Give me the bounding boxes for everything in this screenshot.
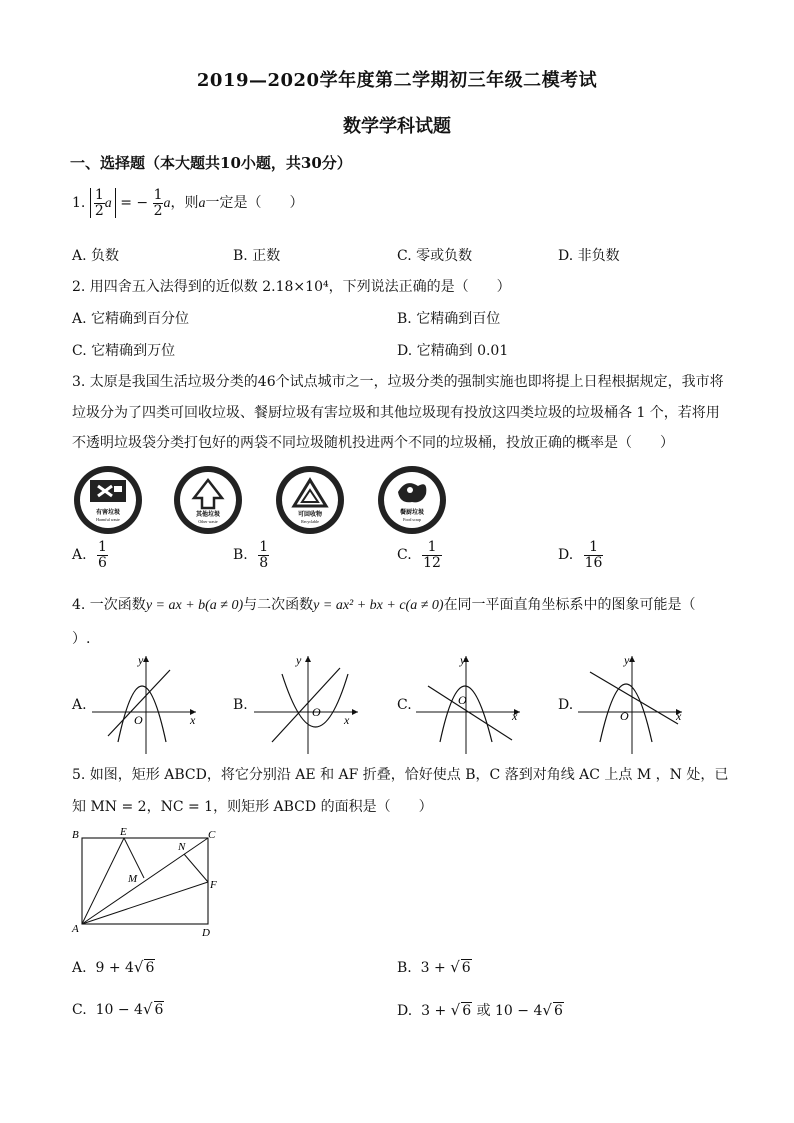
q3-a-num: 1: [98, 539, 107, 555]
q4c-origin: O: [458, 693, 467, 707]
q1-tail: ，则: [170, 195, 199, 212]
q2-option-b[interactable]: B. 它精确到百位: [397, 311, 501, 327]
question-3-line-2: 垃圾分为了四类可回收垃圾、餐厨垃圾有害垃圾和其他垃圾现有投放这四类垃圾的垃圾桶各 1 个，若将用: [72, 405, 720, 421]
q2-option-c[interactable]: C. 它精确到万位: [72, 343, 176, 359]
question-1: [72, 188, 303, 218]
q2-option-d[interactable]: D. 它精确到 0.01: [397, 343, 509, 359]
point-d: D: [202, 927, 210, 938]
q5-c-pre: 10 − 4: [95, 1002, 143, 1018]
q5-d-pre: 3 +: [421, 1003, 451, 1019]
q5-d-mid: 或 10 − 4: [472, 1003, 543, 1019]
q1-option-b[interactable]: B. 正数: [233, 248, 281, 264]
question-3-line-3: 不透明垃圾袋分类打包好的两袋不同垃圾随机投进两个不同的垃圾桶，投放正确的概率是（ ）: [72, 435, 674, 451]
q1-option-a[interactable]: A. 负数: [72, 248, 120, 264]
q4-option-b[interactable]: B.: [233, 697, 248, 713]
q3-option-c-letter: C.: [397, 547, 412, 564]
q3-option-a[interactable]: [72, 540, 108, 570]
q4-option-c[interactable]: C.: [397, 697, 412, 713]
icon-2-sub: Other waste: [198, 519, 218, 524]
q4d-y-label: y: [624, 653, 630, 667]
q4-text-a: 4. 一次函数: [72, 597, 146, 613]
point-m: M: [128, 873, 138, 885]
q3-d-den: 16: [584, 554, 603, 571]
q4c-x-label: x: [512, 709, 518, 723]
q3-option-d-letter: D.: [558, 547, 574, 564]
q5-b-pre: 3 +: [420, 960, 451, 976]
q1-var-a: a: [104, 196, 112, 212]
q4-expr-linear: y = ax + b(a ≠ 0): [145, 598, 244, 613]
icon-3-label: 可回收物: [297, 512, 323, 518]
q1-frac-num: 1: [94, 187, 104, 203]
q1-var-a-3: a: [198, 196, 206, 212]
food-scrap-icon: [378, 466, 446, 534]
icon-3-sub: Recyclable: [301, 519, 319, 524]
q1-fraction: [94, 188, 105, 218]
q1-absolute-value: [90, 188, 116, 218]
q4-graph-d: [574, 650, 694, 760]
point-c: C: [208, 829, 216, 841]
q4a-origin: O: [134, 713, 143, 727]
q5-c-radicand: 6: [154, 1002, 164, 1018]
icon-4-label: 餐厨垃圾: [399, 510, 425, 516]
point-b: B: [72, 829, 79, 841]
q5-d-radicand-2: 6: [553, 1003, 563, 1019]
q1-equals: = −: [120, 195, 149, 212]
q3-b-den: 8: [259, 554, 269, 571]
q5-c-letter: C.: [72, 1002, 87, 1018]
q1-frac2-num: 1: [153, 187, 163, 203]
q4-graph-a: [88, 650, 208, 760]
harmful-waste-icon: [74, 466, 142, 534]
q5-d-radicand: 6: [462, 1003, 472, 1019]
question-4-line-2: ）.: [72, 631, 91, 647]
q5-b-letter: B.: [397, 960, 412, 976]
q4a-x-label: x: [190, 713, 196, 727]
point-n: N: [178, 841, 186, 853]
q4d-origin: O: [620, 709, 629, 723]
q1-var-a-2: a: [163, 196, 171, 212]
q3-d-num: 1: [584, 540, 604, 556]
q5-option-d[interactable]: D. 3 + √ 6 或 10 − 4√ 6: [397, 1001, 563, 1019]
point-e: E: [120, 826, 127, 838]
icon-1-label: 有害垃圾: [95, 510, 121, 516]
q5-a-pre: 9 + 4: [95, 960, 134, 976]
q5-b-radicand: 6: [461, 960, 471, 976]
q4-option-a[interactable]: A.: [72, 697, 87, 713]
q5-option-a[interactable]: A. 9 + 4√ 6: [72, 958, 155, 976]
q4-option-d[interactable]: D.: [558, 697, 574, 713]
q3-option-d[interactable]: [558, 540, 603, 570]
recyclable-icon: [276, 466, 344, 534]
q4d-x-label: x: [676, 709, 682, 723]
q4-expr-quadratic: y = ax² + bx + c(a ≠ 0): [313, 598, 444, 613]
q5-a-letter: A.: [72, 960, 87, 976]
icon-4-sub: Food scrap: [403, 517, 421, 522]
q3-c-num: 1: [422, 540, 442, 556]
q3-b-num: 1: [259, 539, 269, 555]
q1-frac-den: 2: [94, 202, 104, 219]
q4-text-b: 与二次函数: [243, 597, 314, 613]
point-f: F: [210, 879, 217, 891]
q1-frac2-den: 2: [153, 202, 163, 219]
q4-text-c: 在同一平面直角坐标系中的图象可能是（: [443, 597, 696, 613]
q3-option-b-letter: B.: [233, 547, 248, 564]
rectangle-fold-figure: [68, 826, 228, 938]
question-3-line-1: 3. 太原是我国生活垃圾分类的46个试点城市之一，垃圾分类的强制实施也即将提上日程根据规定，我市将: [72, 374, 724, 390]
exam-subtitle: 数学学科试题: [343, 116, 451, 137]
question-2: 2. 用四舍五入法得到的近似数 2.18×10⁴，下列说法正确的是（ ）: [72, 279, 511, 295]
section-heading: 一、选择题（本大题共10小题，共30分）: [70, 154, 352, 172]
q4c-y-label: y: [460, 653, 466, 667]
q4a-y-label: y: [138, 653, 144, 667]
question-5-line-2: 知 MN = 2，NC = 1，则矩形 ABCD 的面积是（ ）: [72, 799, 433, 815]
q1-fraction-2: [153, 188, 164, 218]
q3-option-b[interactable]: [233, 540, 269, 570]
q4b-origin: O: [312, 705, 321, 719]
other-waste-icon: [174, 466, 242, 534]
icon-2-label: 其他垃圾: [195, 512, 221, 518]
q3-option-a-letter: A.: [72, 547, 87, 564]
q4b-x-label: x: [344, 713, 350, 727]
q1-option-d[interactable]: D. 非负数: [558, 248, 620, 264]
icon-1-sub: Harmful waste: [96, 517, 120, 522]
garbage-bin-icons: [70, 462, 460, 538]
q3-option-c[interactable]: [397, 540, 442, 570]
q4b-y-label: y: [296, 653, 302, 667]
q3-c-den: 12: [423, 554, 441, 571]
q4-graph-c: [412, 650, 532, 760]
q1-option-c[interactable]: C. 零或负数: [397, 248, 473, 264]
q1-number: 1.: [72, 195, 86, 212]
q4-graph-b: [250, 650, 370, 760]
q5-option-b[interactable]: B. 3 + √ 6: [397, 958, 471, 976]
q5-option-c[interactable]: C. 10 − 4√ 6: [72, 1000, 164, 1018]
q3-a-den: 6: [98, 554, 107, 571]
q5-a-radicand: 6: [145, 960, 155, 976]
q1-tail-2: 一定是（ ）: [205, 195, 304, 212]
question-5-line-1: 5. 如图，矩形 ABCD，将它分别沿 AE 和 AF 折叠，恰好使点 B，C 落到对角线 AC 上点 M ，N 处，已: [72, 767, 729, 783]
q2-option-a[interactable]: A. 它精确到百分位: [72, 311, 190, 327]
q5-d-letter: D.: [397, 1003, 413, 1019]
exam-title: 2019—2020学年度第二学期初三年级二模考试: [196, 70, 598, 91]
question-4-line-1: [72, 594, 696, 614]
point-a: A: [72, 923, 79, 935]
